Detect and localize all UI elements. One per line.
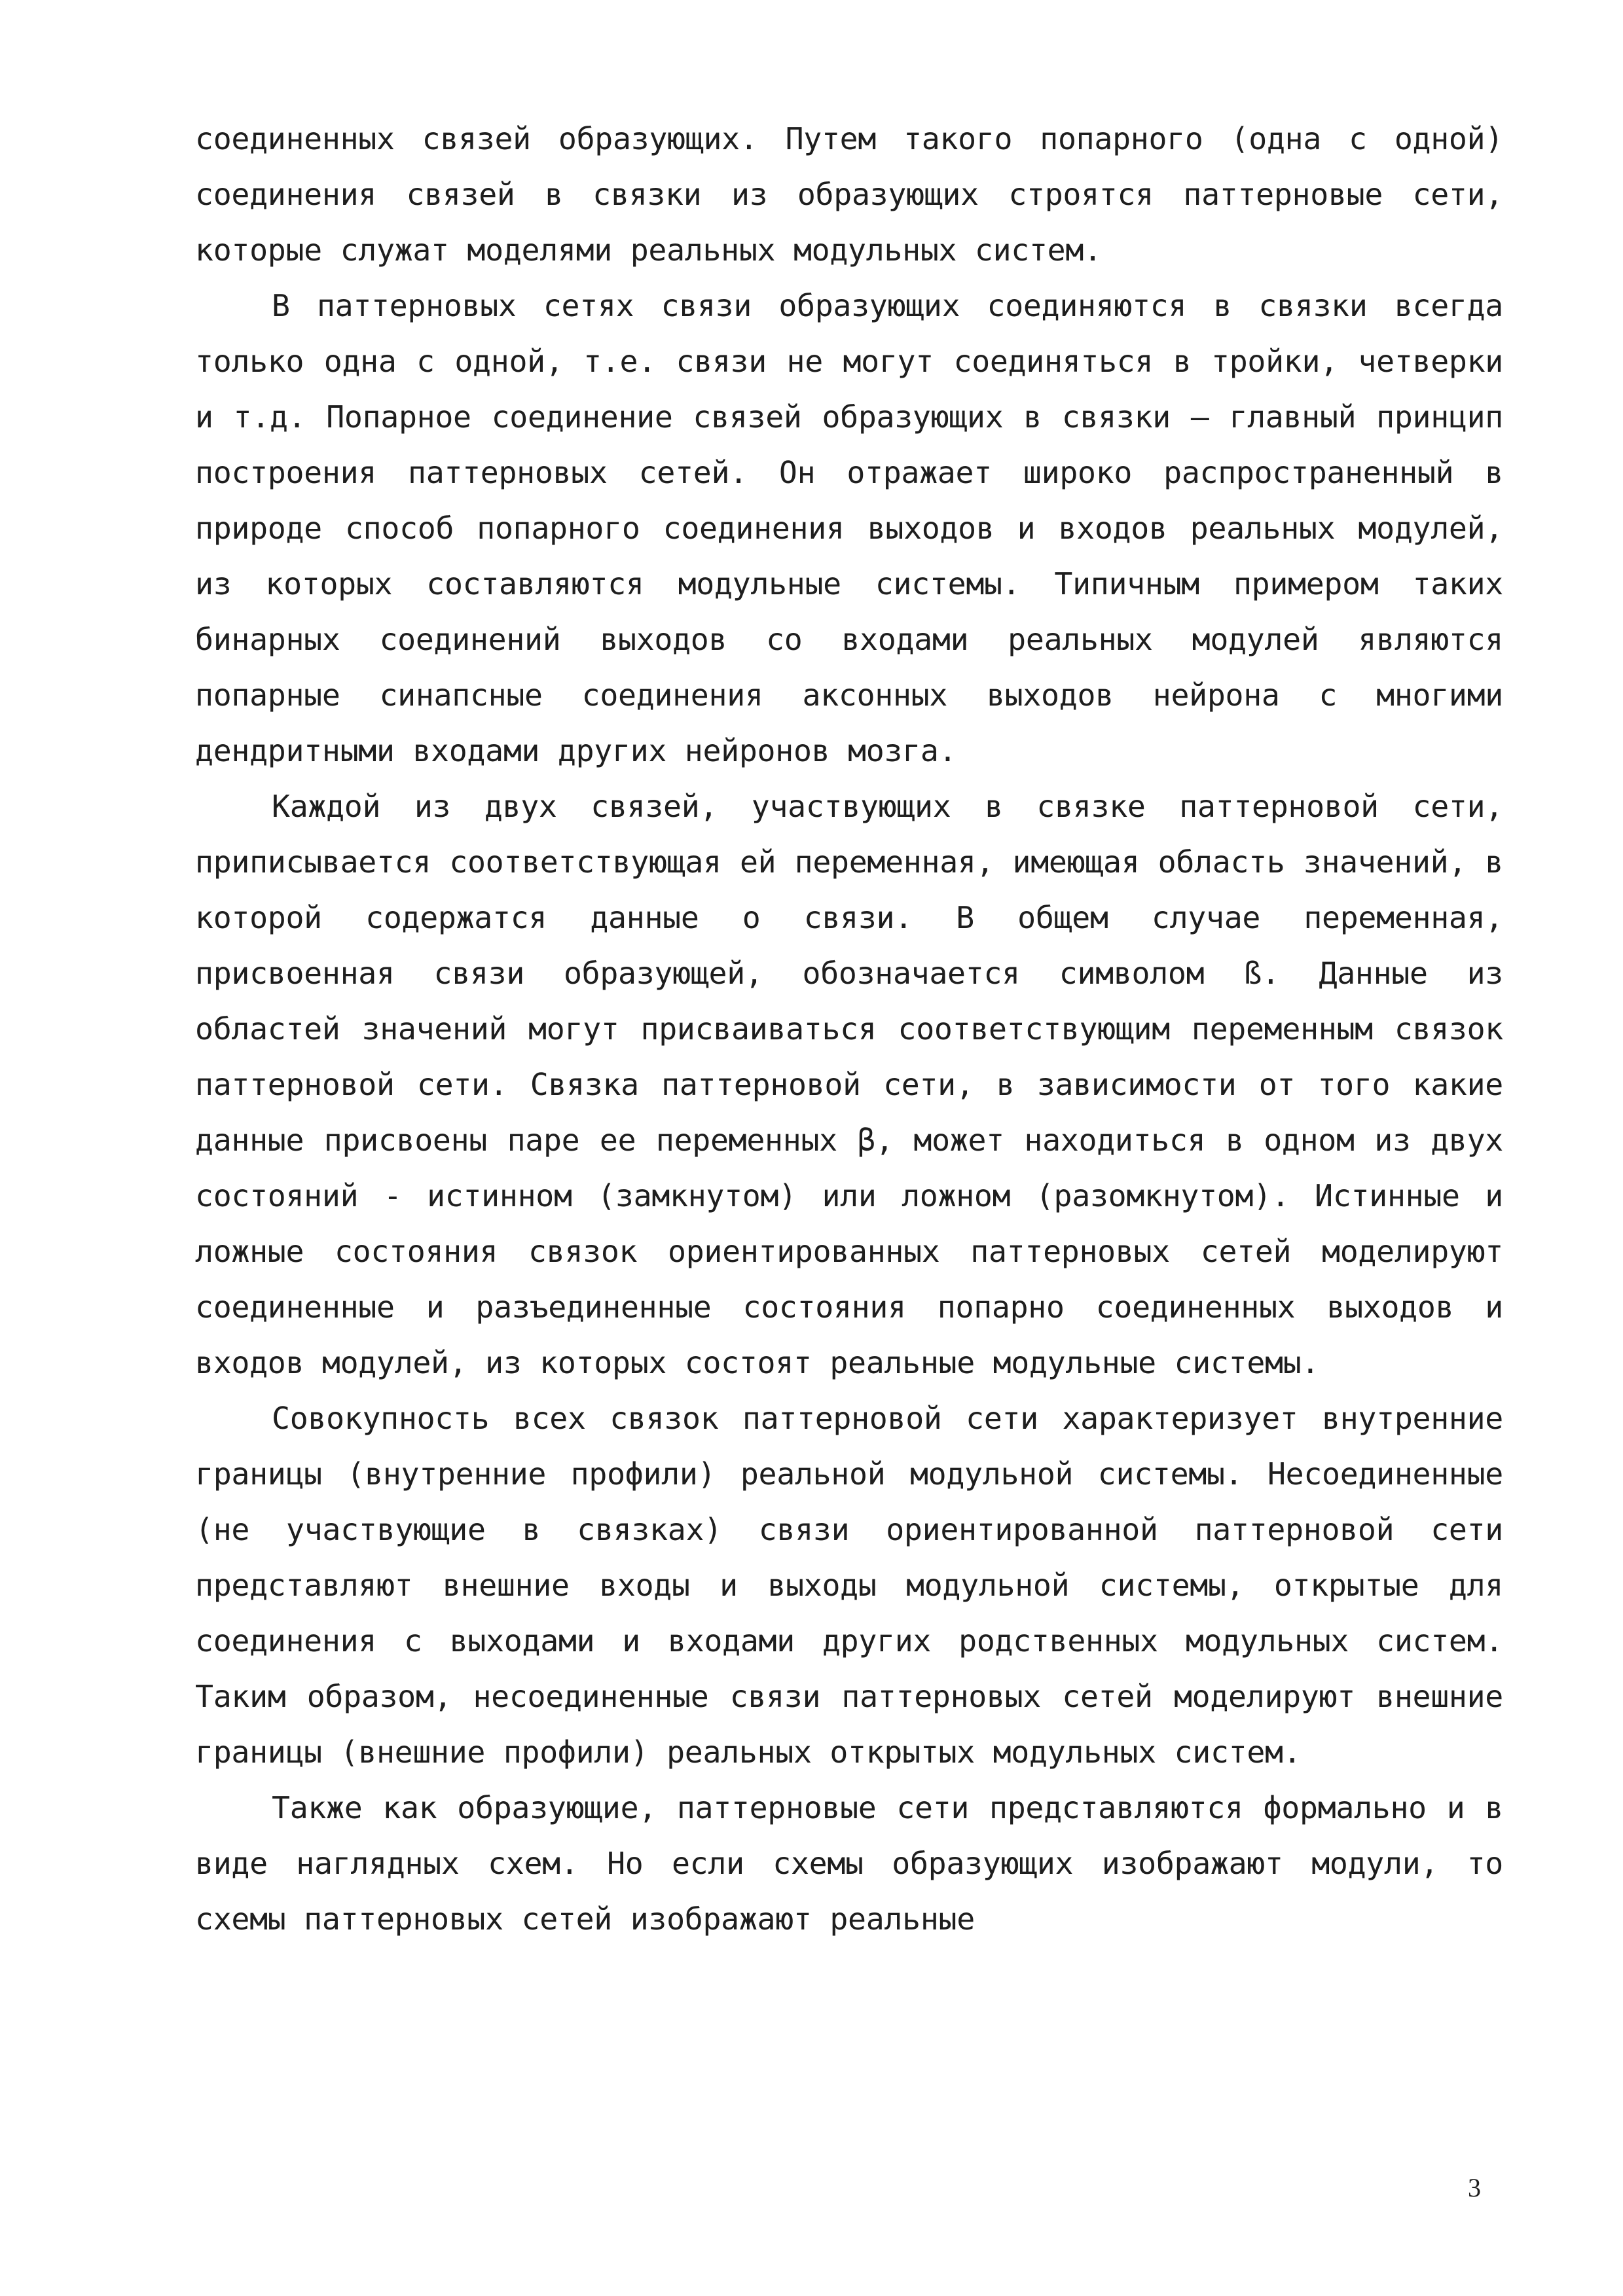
paragraph-1: соединенных связей образующих. Путем такого попарного (одна с одной) соединения связей в связки из образующих строятся паттерновые сети, которые служат моделями реальных модульных систем.	[195, 121, 1503, 268]
paragraph-3: Каждой из двух связей, участвующих в связке паттерновой сети, приписывается соответствующая ей переменная, имеющая область значений, в которой содержатся данные о связи. В общем случае переменная, присвоенная связи образующей, обозначается символом ß. Данные из областей значений могут присваиваться соответствующим переменным связок паттерновой сети. Связка паттерновой сети, в зависимости от того какие данные присвоены паре ее переменных β, может находиться в одном из двух состояний - истинном (замкнутом) или ложном (разомкнутом). Истинные и ложные состояния связок ориентированных паттерновых сетей моделируют соединенные и разъединенные состояния попарно соединенных выходов и входов модулей, из которых состоят реальные модульные системы.	[195, 789, 1503, 1380]
paragraph-2: В паттерновых сетях связи образующих соединяются в связки всегда только одна с одной, т.е. связи не могут соединяться в тройки, четверки и т.д. Попарное соединение связей образующих в связки – главный принцип построения паттерновых сетей. Он отражает широко распространенный в природе способ попарного соединения выходов и входов реальных модулей, из которых составляются модульные системы. Типичным примером таких бинарных соединений выходов со входами реальных модулей являются попарные синапсные соединения аксонных выходов нейрона с многими дендритными входами других нейронов мозга.	[195, 288, 1503, 768]
paragraph-5: Также как образующие, паттерновые сети представляются формально и в виде наглядных схем. Но если схемы образующих изображают модули, то схемы паттерновых сетей изображают реальные	[195, 1790, 1503, 1937]
paragraph-4: Совокупность всех связок паттерновой сети характеризует внутренние границы (внутренние профили) реальной модульной системы. Несоединенные (не участвующие в связках) связи ориентированной паттерновой сети представляют внешние входы и выходы модульной системы, открытые для соединения с выходами и входами других родственных модульных систем. Таким образом, несоединенные связи паттерновых сетей моделируют внешние границы (внешние профили) реальных открытых модульных систем.	[195, 1401, 1503, 1770]
body-text	[195, 111, 1503, 1947]
page-number: 3	[1468, 2173, 1481, 2202]
